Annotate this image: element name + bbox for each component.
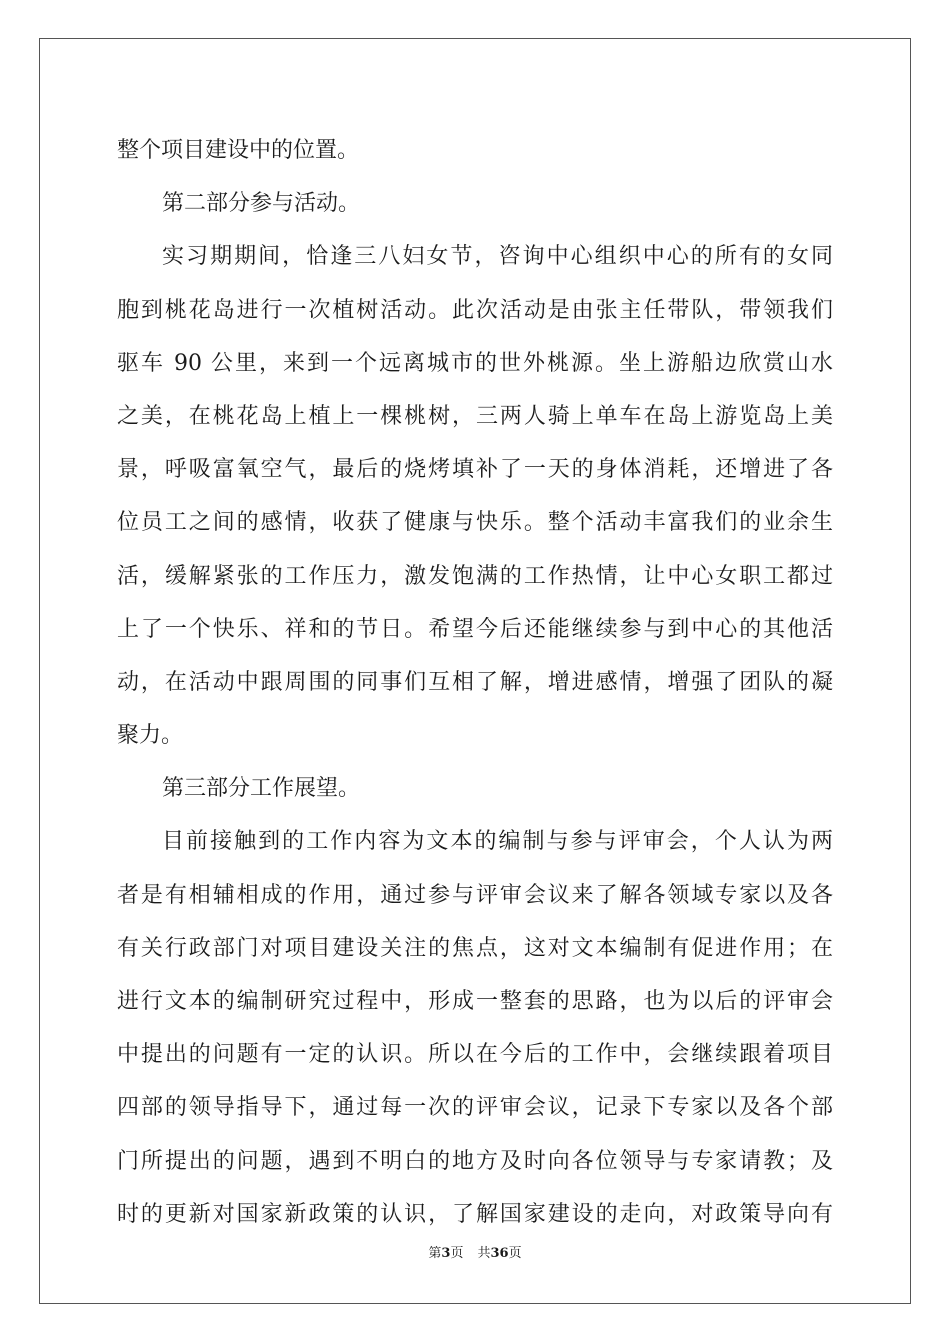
text-line: 聚力。 — [117, 723, 184, 749]
text-line: 目前接触到的工作内容为文本的编制与参与评审会，个人认为两 — [162, 829, 833, 855]
total-suffix: 页 — [508, 1246, 522, 1261]
text-line: 实习期期间，恰逢三八妇女节，咨询中心组织中心的所有的女同 — [162, 244, 833, 270]
text-line: 动，在活动中跟周围的同事们互相了解，增进感情，增强了团队的凝 — [117, 669, 833, 695]
text-line: 有关行政部门对项目建设关注的焦点，这对文本编制有促进作用；在 — [117, 935, 833, 961]
text-line: 上了一个快乐、祥和的节日。希望今后还能继续参与到中心的其他活 — [117, 616, 833, 642]
text-line: 驱车 90 公里，来到一个远离城市的世外桃源。坐上游船边欣赏山水 — [117, 350, 833, 376]
total-prefix: 共 — [477, 1246, 491, 1261]
text-line: 景，呼吸富氧空气，最后的烧烤填补了一天的身体消耗，还增进了各 — [117, 457, 833, 483]
text-line: 四部的领导指导下，通过每一次的评审会议，记录下专家以及各个部 — [117, 1095, 833, 1121]
document-body — [117, 124, 833, 1241]
text-line: 中提出的问题有一定的认识。所以在今后的工作中，会继续跟着项目 — [117, 1042, 833, 1068]
total-pages: 36 — [490, 1246, 509, 1261]
text-line: 活，缓解紧张的工作压力，激发饱满的工作热情，让中心女职工都过 — [117, 563, 833, 589]
current-page: 3 — [441, 1246, 451, 1261]
page-prefix: 第 — [428, 1246, 442, 1261]
text-line: 胞到桃花岛进行一次植树活动。此次活动是由张主任带队，带领我们 — [117, 297, 833, 323]
section-heading-participation: 第二部分参与活动。 — [162, 191, 361, 217]
page-total — [477, 1246, 521, 1261]
text-line: 整个项目建设中的位置。 — [117, 138, 360, 163]
text-line: 进行文本的编制研究过程中，形成一整套的思路，也为以后的评审会 — [117, 989, 833, 1014]
text-line: 位员工之间的感情，收获了健康与快乐。整个活动丰富我们的业余生 — [117, 510, 833, 536]
text-line: 门所提出的问题，遇到不明白的地方及时向各位领导与专家请教；及 — [117, 1148, 833, 1174]
text-line: 之美，在桃花岛上植上一棵桃树，三两人骑上单车在岛上游览岛上美 — [117, 403, 833, 429]
page-suffix: 页 — [450, 1246, 464, 1261]
page-footer — [0, 1244, 950, 1264]
page-number — [428, 1246, 463, 1261]
section-heading-outlook: 第三部分工作展望。 — [162, 776, 361, 802]
text-line: 者是有相辅相成的作用，通过参与评审会议来了解各领域专家以及各 — [117, 882, 833, 908]
text-line: 时的更新对国家新政策的认识，了解国家建设的走向，对政策导向有 — [117, 1201, 833, 1227]
